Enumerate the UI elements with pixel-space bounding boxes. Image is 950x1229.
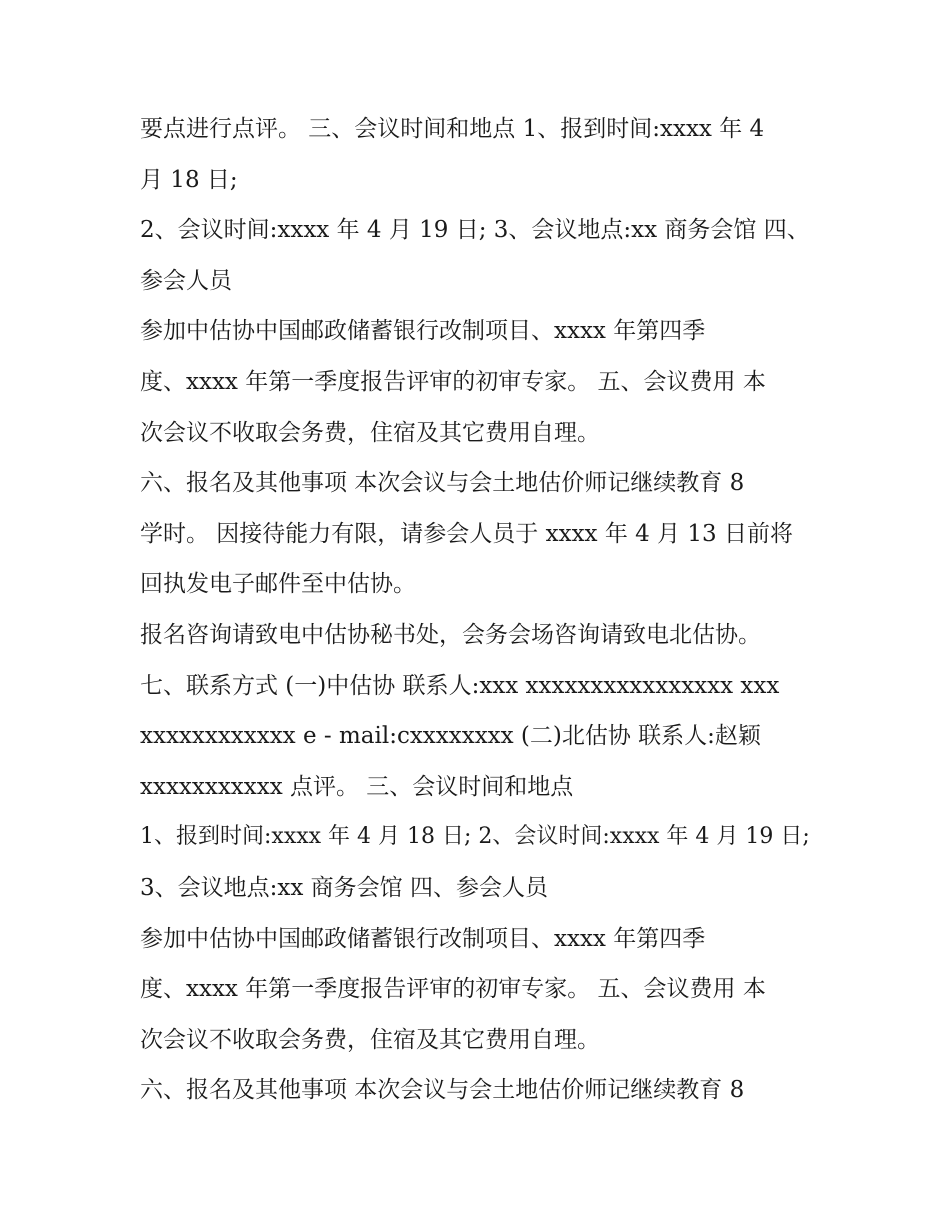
text-line: 七、联系方式 (一)中估协 联系人:xxx xxxxxxxxxxxxxxxx xxx [140, 672, 780, 699]
text-line: 月 18 日; [140, 166, 238, 193]
text-line: 参会人员 [140, 267, 232, 294]
text-line: 2、会议时间:xxxx 年 4 月 19 日; 3、会议地点:xx 商务会馆 四、 [140, 217, 810, 244]
text-line: 六、报名及其他事项 本次会议与会土地估价师记继续教育 8 [140, 470, 745, 497]
text-line: xxxxxxxxxxxx e - mail:cxxxxxxxx (二)北估协 联系人:赵颖 [140, 723, 761, 750]
text-line: 参加中估协中国邮政储蓄银行改制项目、xxxx 年第四季 [140, 925, 706, 952]
text-line: 次会议不收取会务费，住宿及其它费用自理。 [140, 1026, 600, 1053]
text-line: 次会议不收取会务费，住宿及其它费用自理。 [140, 419, 600, 446]
text-line: 学时。 因接待能力有限，请参会人员于 xxxx 年 4 月 13 日前将 [140, 520, 793, 547]
document-body [140, 104, 820, 1116]
text-line: 1、报到时间:xxxx 年 4 月 18 日; 2、会议时间:xxxx 年 4 月 19 日; [140, 824, 810, 850]
text-line: 六、报名及其他事项 本次会议与会土地估价师记继续教育 8 [140, 1077, 745, 1104]
text-line: 度、xxxx 年第一季度报告评审的初审专家。 五、会议费用 本 [140, 368, 766, 395]
text-line: 3、会议地点:xx 商务会馆 四、参会人员 [140, 874, 548, 901]
text-line: 度、xxxx 年第一季度报告评审的初审专家。 五、会议费用 本 [140, 976, 766, 1003]
text-line: 要点进行点评。 三、会议时间和地点 1、报到时间:xxxx 年 4 [140, 116, 765, 142]
text-line: xxxxxxxxxxx 点评。 三、会议时间和地点 [140, 773, 574, 800]
text-line: 报名咨询请致电中估协秘书处，会务会场咨询请致电北估协。 [140, 621, 761, 648]
text-line: 回执发电子邮件至中估协。 [140, 571, 416, 598]
text-line: 参加中估协中国邮政储蓄银行改制项目、xxxx 年第四季 [140, 318, 706, 345]
